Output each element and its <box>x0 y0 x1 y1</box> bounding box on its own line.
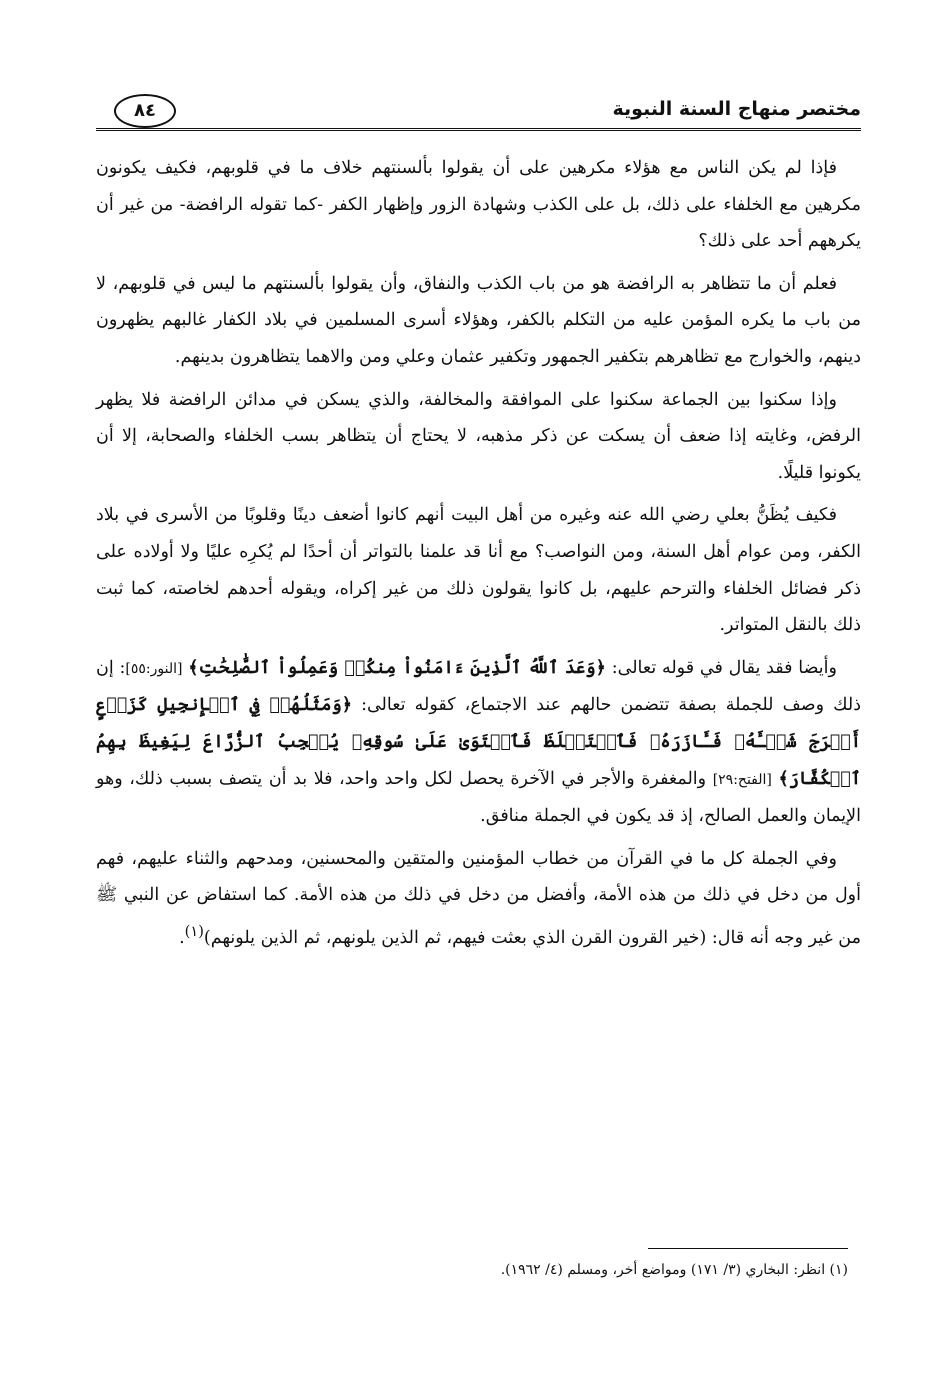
footnote: (١) انظر: البخاري (٣/ ١٧١) ومواضع أخر، ومسلم (٤/ ١٩٦٢). <box>500 1262 848 1278</box>
paragraph-2: فعلم أن ما تتظاهر به الرافضة هو من باب الكذب والنفاق، وأن يقولوا بألسنتهم ما ليس في قلوبهم، لا من باب ما يكره المؤمن عليه من التكلم بالكفر، وهؤلاء أسرى المسلمين في بلاد الكفار غالبهم يظهرون دينهم، والخوارج مع تظاهرهم بتكفير الجمهور وتكفير عثمان وعلي ومن والاهما يتظاهرون بدينهم. <box>96 273 861 367</box>
main-text <box>96 150 861 962</box>
quran-verse-2: ﴿وَمَثَلُهُمۡ فِي ٱلۡإِنجِيلِ كَزَرۡعٍ أَخۡرَجَ شَطۡـَٔهُۥ فَـَٔازَرَهُۥ فَٱسۡتَغۡلَظَ فَٱسۡتَوَىٰ عَلَىٰ سُوقِهِۦ يُعۡجِبُ ٱلزُّرَّاعَ لِيَغِيظَ بِهِمُ ٱلۡكُفَّارَ﴾ <box>96 695 861 789</box>
paragraph-5-verses <box>96 650 861 835</box>
verse-intro: وأيضا فقد يقال في قوله تعالى: <box>611 657 837 678</box>
footnote-divider <box>648 1248 848 1249</box>
paragraph-1: فإذا لم يكن الناس مع هؤلاء مكرهين على أن يقولوا بألسنتهم خلاف ما في قلوبهم، فكيف يكونون مكرهين مع الخلفاء على ذلك، بل على الكذب وشهادة الزور وإظهار الكفر -كما تقوله الرافضة- من غير أن يكرههم أحد على ذلك؟ <box>96 158 861 252</box>
paragraph-3: وإذا سكنوا بين الجماعة سكنوا على الموافقة والمخالفة، والذي يسكن في مدائن الرافضة فلا يظهر الرفض، وغايته إذا ضعف أن يسكت عن ذكر مذهبه، لا يحتاج أن يتظاهر بسب الخلفاء والصحابة، إلا أن يكونوا قليلًا. <box>96 389 861 483</box>
page-header <box>96 92 861 134</box>
page-number-badge: ٨٤ <box>114 94 176 128</box>
book-title: مختصر منهاج السنة النبوية <box>612 98 861 120</box>
verse-reference-1: [النور:٥٥] <box>125 660 183 677</box>
paragraph-6-end: . <box>179 927 185 948</box>
verse-reference-2: [الفتح:٢٩] <box>712 771 772 788</box>
footnote-marker[interactable]: (١) <box>184 922 204 940</box>
paragraph-6-text: وفي الجملة كل ما في القرآن من خطاب المؤمنين والمتقين والمحسنين، ومدحهم والثناء عليهم، فهم أول من دخل في ذلك من هذه الأمة، وأفضل من دخل في ذلك من هذه الأمة. كما استفاض عن النبي ﷺ من غير وجه أنه قال: (خير القرون القرن الذي بعثت فيهم، ثم الذين يلونهم، ثم الذين يلونهم) <box>96 848 861 948</box>
paragraph-6 <box>96 841 861 957</box>
paragraph-4: فكيف يُظَنُّ بعلي رضي الله عنه وغيره من أهل البيت أنهم كانوا أضعف دينًا وقلوبًا من الأسرى في بلاد الكفر، ومن عوام أهل السنة، ومن النواصب؟ مع أنا قد علمنا بالتواتر أن أحدًا لم يُكرِه عليًا ولا أولاده على ذكر فضائل الخلفاء والترحم عليهم، بل كانوا يقولون ذلك من غير إكراه، ويقوله أحدهم لخاصته، كما ثبت ذلك بالنقل المتواتر. <box>96 505 861 636</box>
verse-middle: : إن ذلك وصف للجملة بصفة تتضمن حالهم عند الاجتماع، كقوله تعالى: <box>96 657 861 716</box>
header-divider <box>96 128 861 131</box>
verse-end: والمغفرة والأجر في الآخرة يحصل لكل واحد واحد، فلا بد أن يتصف بسبب ذلك، وهو الإيمان والعمل الصالح، إذ قد يكون في الجملة منافق. <box>96 768 861 827</box>
quran-verse-1: ﴿وَعَدَ ٱللَّهُ ٱلَّذِينَ ءَامَنُواْ مِنكُمۡ وَعَمِلُواْ ٱلصَّٰلِحَٰتِ﴾ <box>188 657 606 678</box>
